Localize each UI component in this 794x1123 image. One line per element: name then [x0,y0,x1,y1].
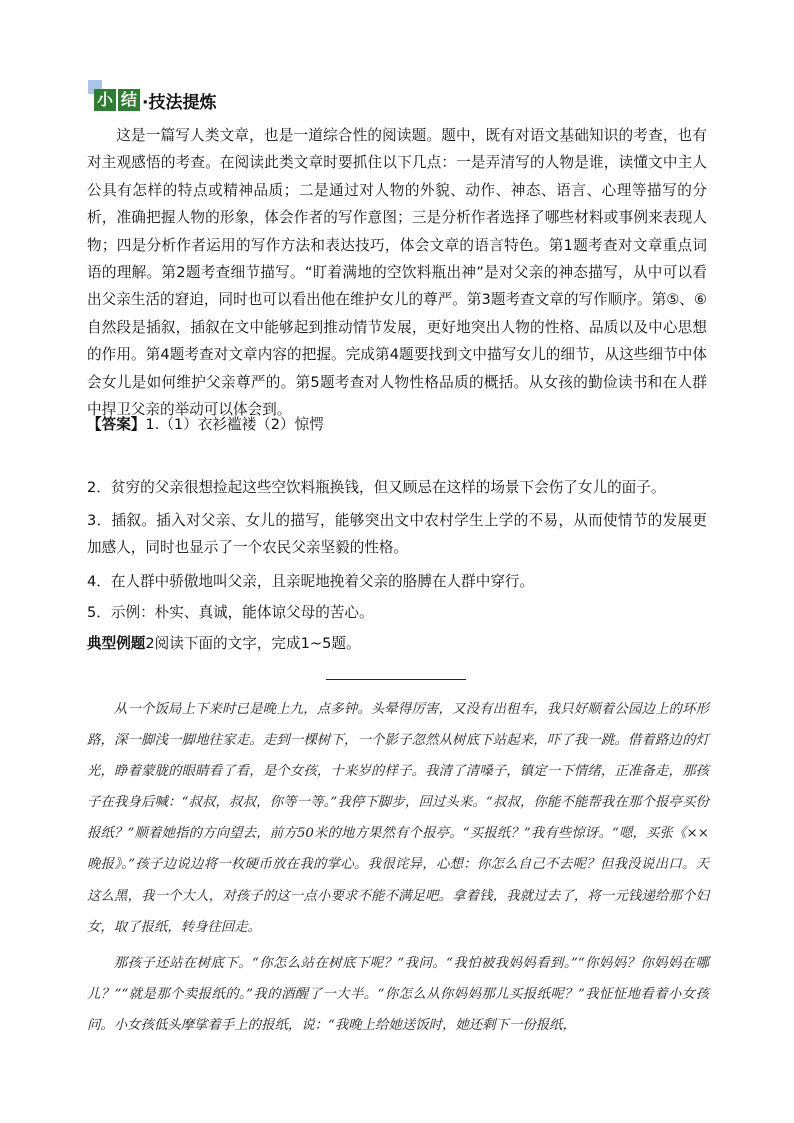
article-paragraph-1: 从一个饭局上下来时已是晚上九，点多钟。头晕得厉害，又没有出租车，我只好顺着公园边上的环形路，深一脚浅一脚地往家走。走到一棵树下，一个影子忽然从树底下站起来，吓了我一跳。借着路边的灯光，睁着蒙胧的眼睛看了看，是个女孩，十来岁的样子。我清了清嗓子，镇定一下情绪，正准备走，那孩子在我身后喊：“叔叔，叔叔，你等一等。”我停下脚步，回过头来。“叔叔，你能不能帮我在那个报亭买份报纸？”顺着她指的方向望去，前方50米的地方果然有个报亭。“买报纸？”我有些惊讶。“嗯，买张《××晚报》。”孩子边说边将一枚硬币放在我的掌心。我很诧异，心想：你怎么自己不去呢？但我没说出口。天这么黑，我一个大人，对孩子的这一点小要求不能不满足吧。拿着钱，我就过去了，将一元钱递给那个妇女，取了报纸，转身往回走。 [87,702,709,935]
section-badge [94,88,217,113]
reading-article [87,694,709,1041]
section-title: ·技法提炼 [142,92,217,113]
answer-2: 2．贫穷的父亲很想捡起这些空饮料瓶换钱，但又顾忌在这样的场景下会伤了女儿的面子。 [87,479,666,496]
example-label: 典型例题 [87,635,146,652]
answer-label: 【答案】 [87,416,146,433]
badge-char-1: 小 [94,89,116,111]
answer-5: 5．示例：朴实、真诚，能体谅父母的苦心。 [87,604,374,621]
answer-1-text: 1.（1）衣衫褴褛（2）惊愕 [145,416,324,433]
badge-char-2: 结 [118,89,140,111]
example-text: 2阅读下面的文字，完成1~5题。 [145,635,361,652]
answer-4: 4．在人群中骄傲地叫父亲，且亲昵地挽着父亲的胳膊在人群中穿行。 [87,573,535,590]
answer-3: 3．插叙。插入对父亲、女儿的描写，能够突出文中农村学生上学的不易，从而使情节的发展更加感人，同时也显示了一个农民父亲坚毅的性格。 [87,512,707,556]
example-heading [87,633,361,655]
section-header [88,80,217,113]
answer-1 [87,414,324,436]
section-divider [326,679,466,680]
summary-paragraph: 这是一篇写人类文章，也是一道综合性的阅读题。题中，既有对语文基础知识的考查，也有对主观感悟的考查。在阅读此类文章时要抓住以下几点：一是弄清写的人物是谁，读懂文中主人公具有怎样的特点或精神品质；二是通过对人物的外貌、动作、神态、语言、心理等描写的分析，准确把握人物的形象，体会作者的写作意图；三是分析作者选择了哪些材料或事例来表现人物；四是分析作者运用的写作方法和表达技巧，体会文章的语言特色。第1题考查对文章重点词语的理解。第2题考查细节描写。“盯着满地的空饮料瓶出神”是对父亲的神态描写，从中可以看出父亲生活的窘迫，同时也可以看出他在维护女儿的尊严。第3题考查文章的写作顺序。第⑤、⑥自然段是插叙，插叙在文中能够起到推动情节发展，更好地突出人物的性格、品质以及中心思想的作用。第4题考查对文章内容的把握。完成第4题要找到文中描写女儿的细节，从这些细节中体会女儿是如何维护父亲尊严的。第5题考查对人物性格品质的概括。从女孩的勤俭读书和在人群中捍卫父亲的举动可以体会到。 [87,127,707,419]
article-paragraph-2: 那孩子还站在树底下。“你怎么站在树底下呢？”我问。“我怕被我妈妈看到。”“你妈妈？你妈妈在哪儿？”“就是那个卖报纸的。”我的酒醒了一大半。“你怎么从你妈妈那儿买报纸呢？”我怔怔地看着小女孩问。小女孩低头摩挲着手上的报纸，说：“我晚上给她送饭时，她还剩下一份报纸， [87,955,709,1033]
